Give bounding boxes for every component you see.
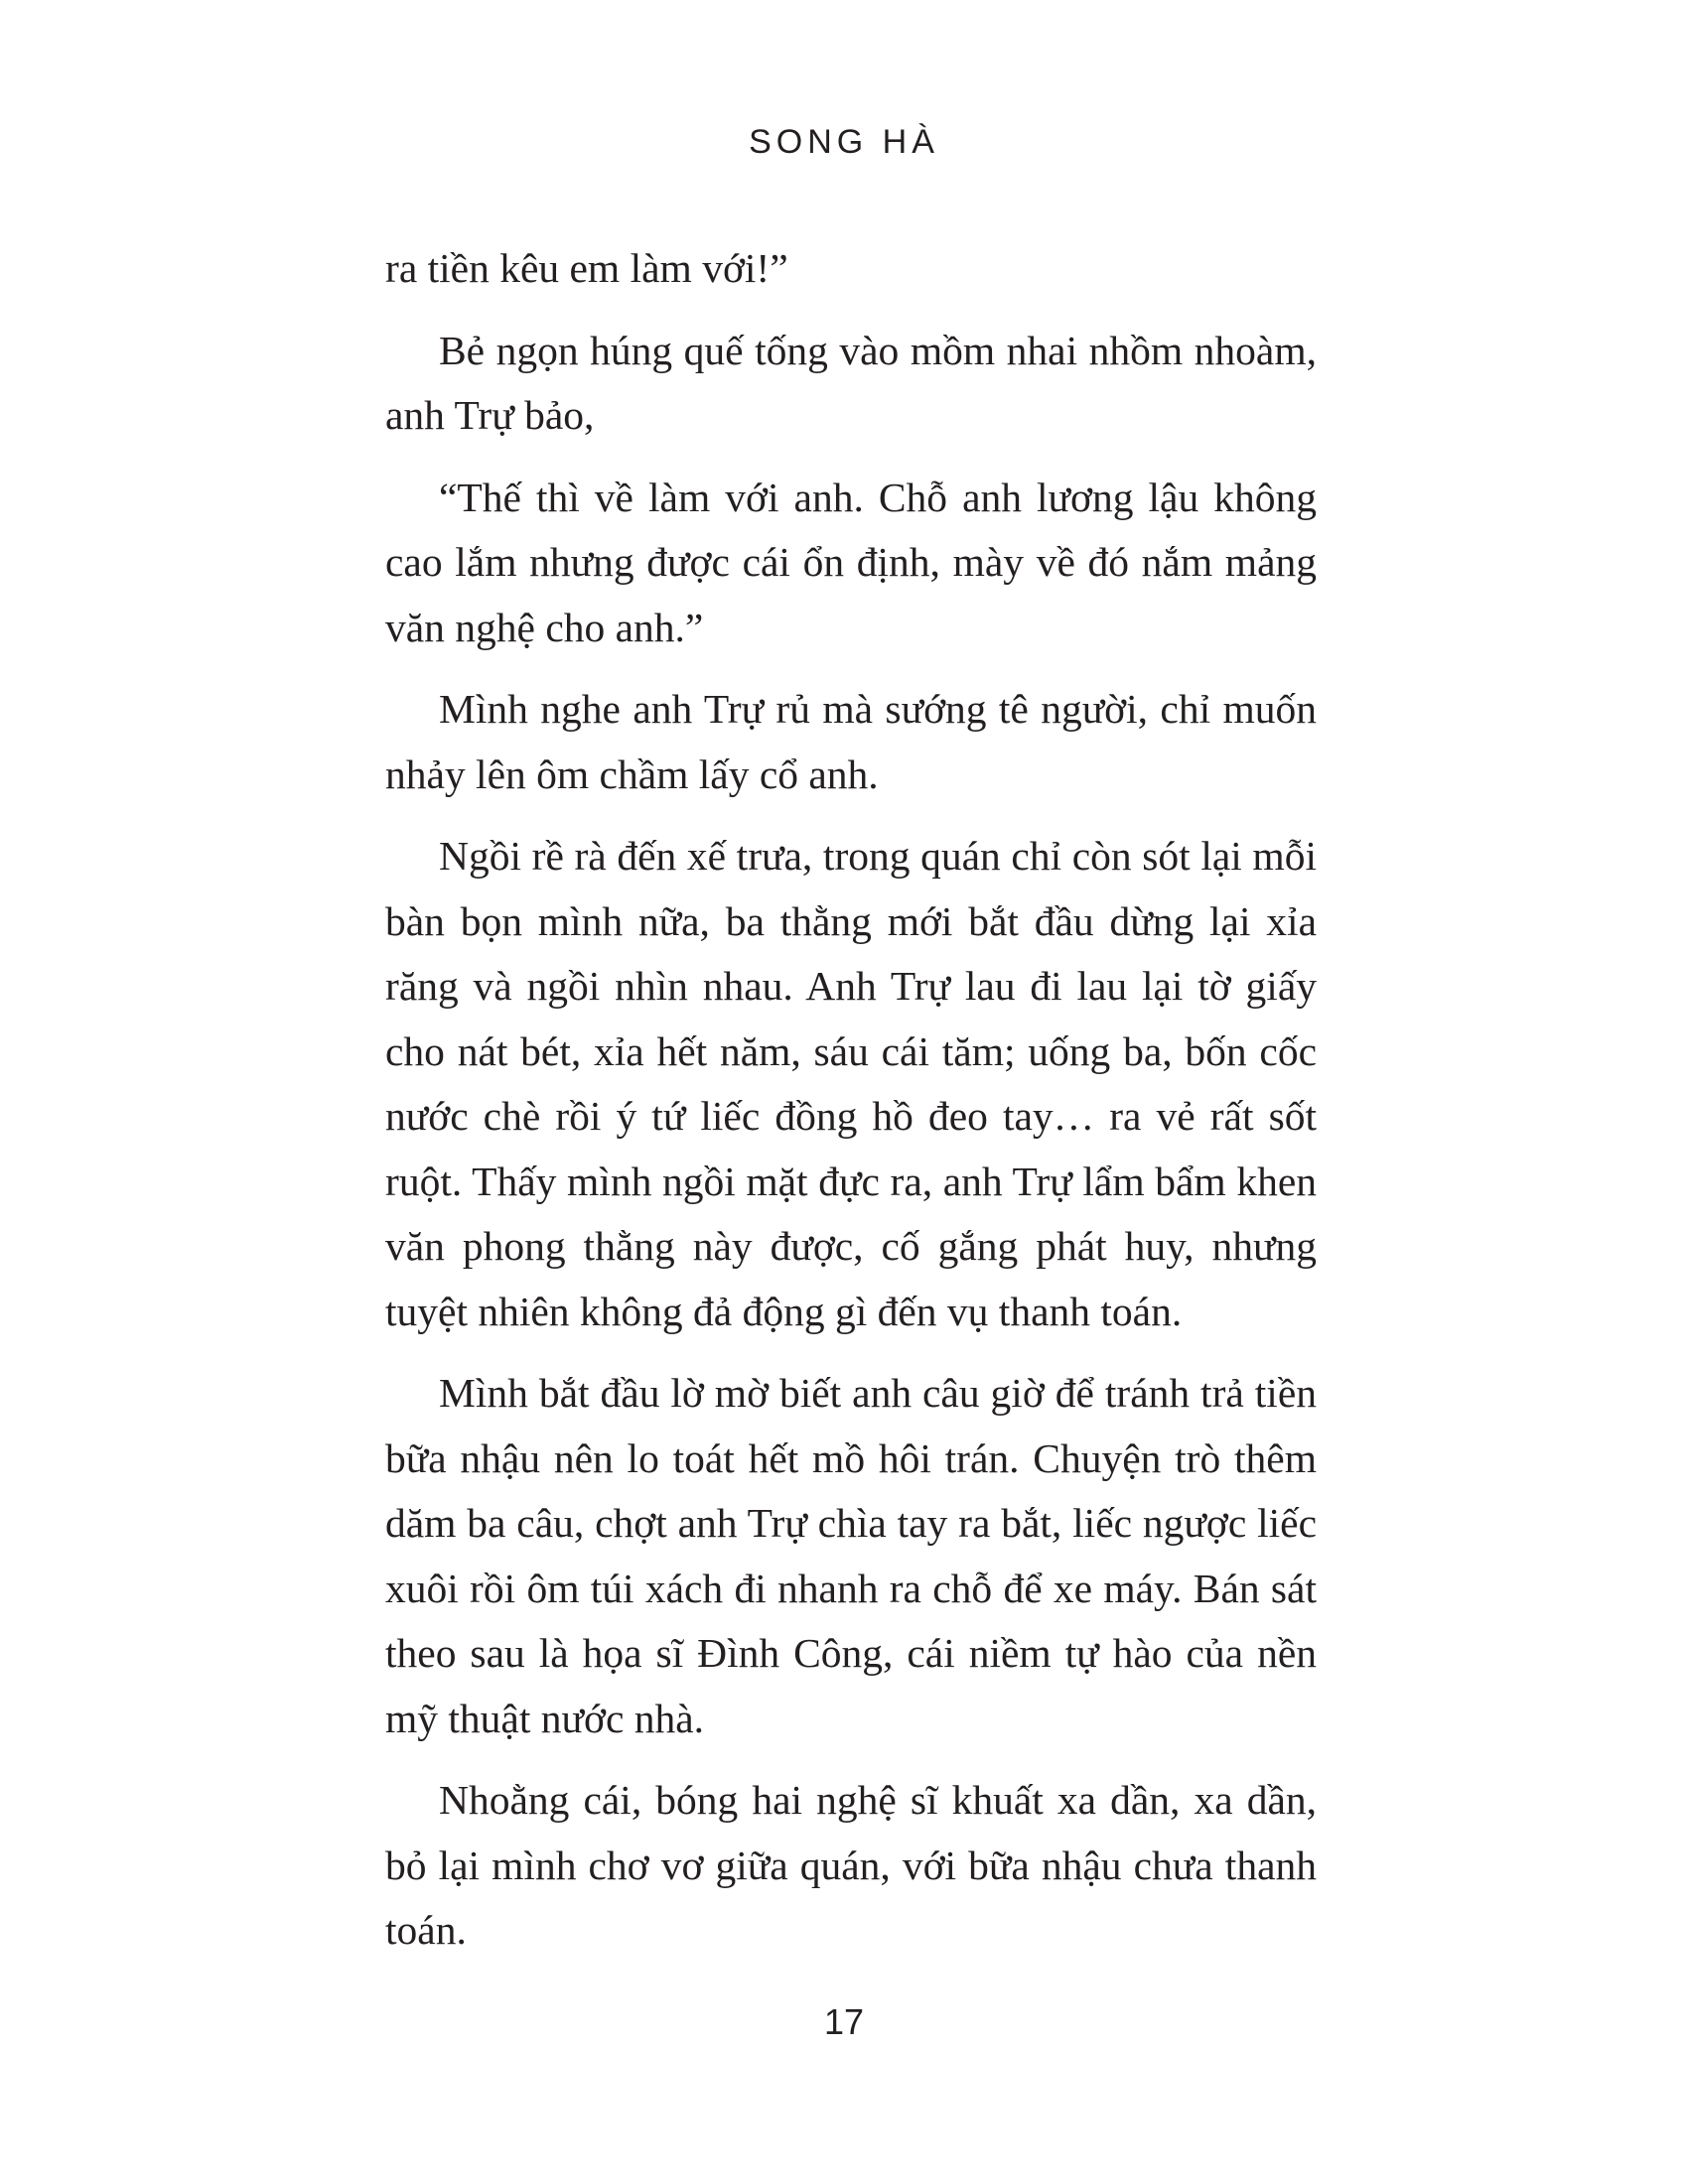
- paragraph-6: Mình bắt đầu lờ mờ biết anh câu giờ để tránh trả tiền bữa nhậu nên lo toát hết mồ hôi trán. Chuyện trò thêm dăm ba câu, chợt anh Trự chìa tay ra bắt, liếc ngược liếc xuôi rồi ôm túi xách đi nhanh ra chỗ để xe máy. Bán sát theo sau là họa sĩ Đình Công, cái niềm tự hào của nền mỹ thuật nước nhà.: [385, 1370, 1317, 1741]
- paragraph-4: Mình nghe anh Trự rủ mà sướng tê người, chỉ muốn nhảy lên ôm chầm lấy cổ anh.: [385, 686, 1317, 797]
- running-head: SONG HÀ: [749, 123, 939, 161]
- body-text: [385, 236, 1317, 1980]
- paragraph-7: Nhoằng cái, bóng hai nghệ sĩ khuất xa dần, xa dần, bỏ lại mình chơ vơ giữa quán, với bữa nhậu chưa thanh toán.: [385, 1777, 1317, 1953]
- paragraph-5: Ngồi rề rà đến xế trưa, trong quán chỉ còn sót lại mỗi bàn bọn mình nữa, ba thằng mới bắt đầu dừng lại xỉa răng và ngồi nhìn nhau. Anh Trự lau đi lau lại tờ giấy cho nát bét, xỉa hết năm, sáu cái tăm; uống ba, bốn cốc nước chè rồi ý tứ liếc đồng hồ đeo tay… ra vẻ rất sốt ruột. Thấy mình ngồi mặt đực ra, anh Trự lẩm bẩm khen văn phong thằng này được, cố gắng phát huy, nhưng tuyệt nhiên không đả động gì đến vụ thanh toán.: [385, 833, 1317, 1334]
- paragraph-1: ra tiền kêu em làm với!”: [385, 245, 788, 291]
- page-number: 17: [823, 2001, 865, 2042]
- paragraph-2: Bẻ ngọn húng quế tống vào mồm nhai nhồm nhoàm, anh Trự bảo,: [385, 327, 1317, 438]
- paragraph-3: “Thế thì về làm với anh. Chỗ anh lương lậu không cao lắm nhưng được cái ổn định, mày về đó nắm mảng văn nghệ cho anh.”: [385, 474, 1317, 650]
